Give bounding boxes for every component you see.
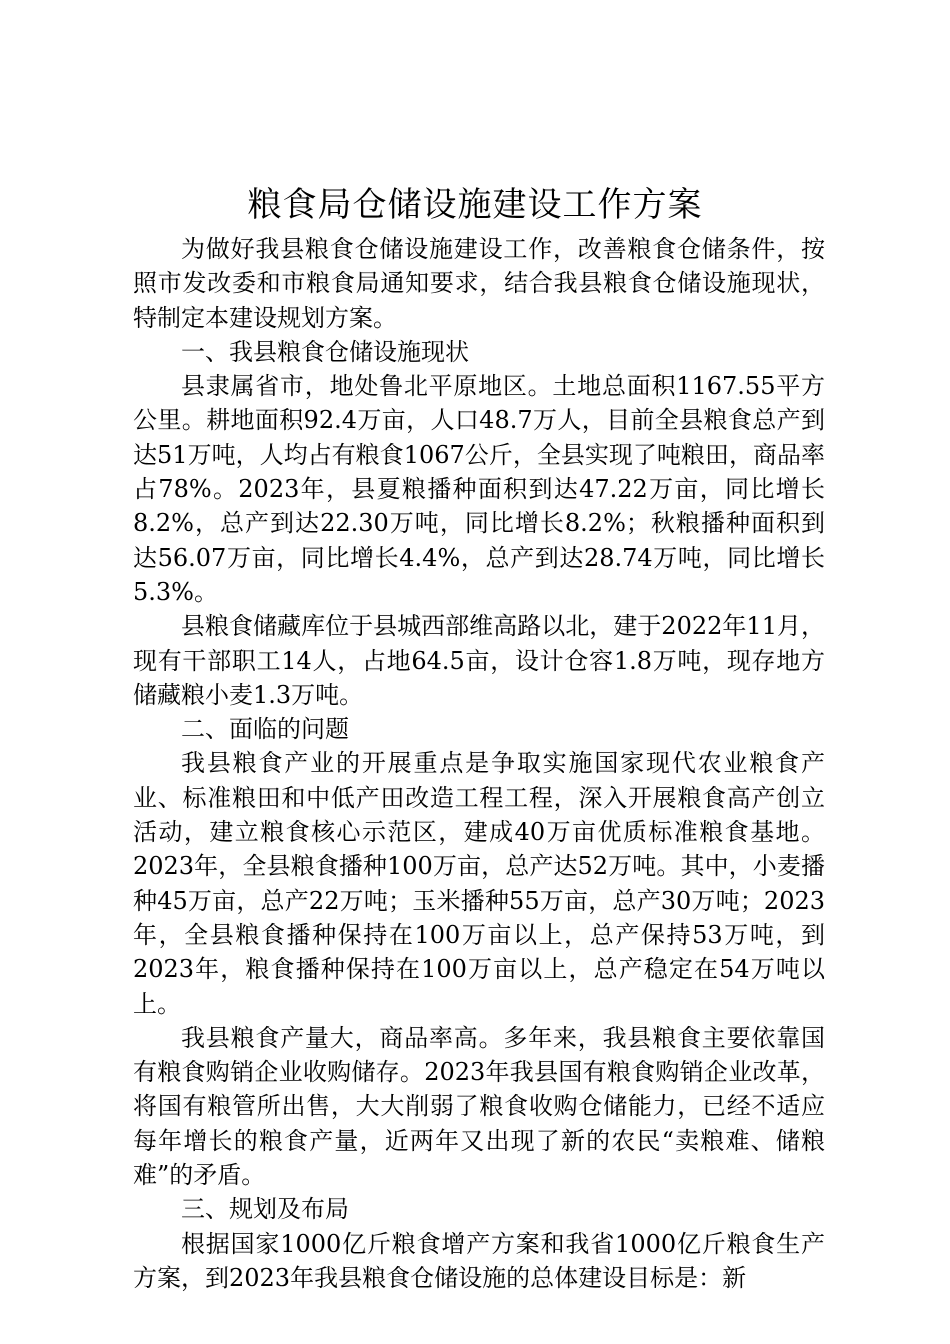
section-heading-current-status: 一、我县粮食仓储设施现状 (181, 337, 469, 366)
paragraph-county-overview: 县隶属省市，地处鲁北平原地区。土地总面积1167.55平方公里。耕地面积92.4万亩，人口48.7万人，目前全县粮食总产到达51万吨，人均占有粮食1067公斤，全县实现了吨粮田，商品率占78%。2023年，县夏粮播种面积到达47.22万亩，同比增长8.2%，总产到达22.30万吨，同比增长8.2%；秋粮播种面积到达56.07万亩，同比增长4.4%，总产到达28.74万吨，同比增长5.3%。 (133, 372, 825, 606)
paragraph-planning-goal: 根据国家1000亿斤粮食增产方案和我省1000亿斤粮食生产方案，到2023年我县粮食仓储设施的总体建设目标是：新 (133, 1229, 825, 1292)
paragraph-industry-focus: 我县粮食产业的开展重点是争取实施国家现代农业粮食产业、标准粮田和中低产田改造工程工程，深入开展粮食高产创立活动，建立粮食核心示范区，建成40万亩优质标准粮食基地。2023年，全县粮食播种100万亩，总产达52万吨。其中，小麦播种45万亩，总产22万吨；玉米播种55万亩，总产30万吨；2023年，全县粮食播种保持在100万亩以上，总产保持53万吨，到2023年，粮食播种保持在100万亩以上，总产稳定在54万吨以上。 (133, 749, 825, 1018)
section-heading-planning: 三、规划及布局 (181, 1195, 349, 1224)
paragraph-procurement-issue: 我县粮食产量大，商品率高。多年来，我县粮食主要依靠国有粮食购销企业收购储存。2023年我县国有粮食购销企业改革，将国有粮管所出售，大大削弱了粮食收购仓储能力，已经不适应每年增长的粮食产量，近两年又出现了新的农民“卖粮难、储粮难”的矛盾。 (133, 1023, 825, 1190)
section-heading-problems: 二、面临的问题 (181, 715, 349, 744)
document-title: 粮食局仓储设施建设工作方案 (247, 185, 703, 225)
paragraph-intro: 为做好我县粮食仓储设施建设工作，改善粮食仓储条件，按照市发改委和市粮食局通知要求，结合我县粮食仓储设施现状，特制定本建设规划方案。 (133, 235, 825, 332)
document-body (133, 232, 825, 1295)
paragraph-storage-depot: 县粮食储藏库位于县城西部维高路以北，建于2022年11月，现有干部职工14人，占地64.5亩，设计仓容1.8万吨，现存地方储藏粮小麦1.3万吨。 (133, 612, 825, 709)
